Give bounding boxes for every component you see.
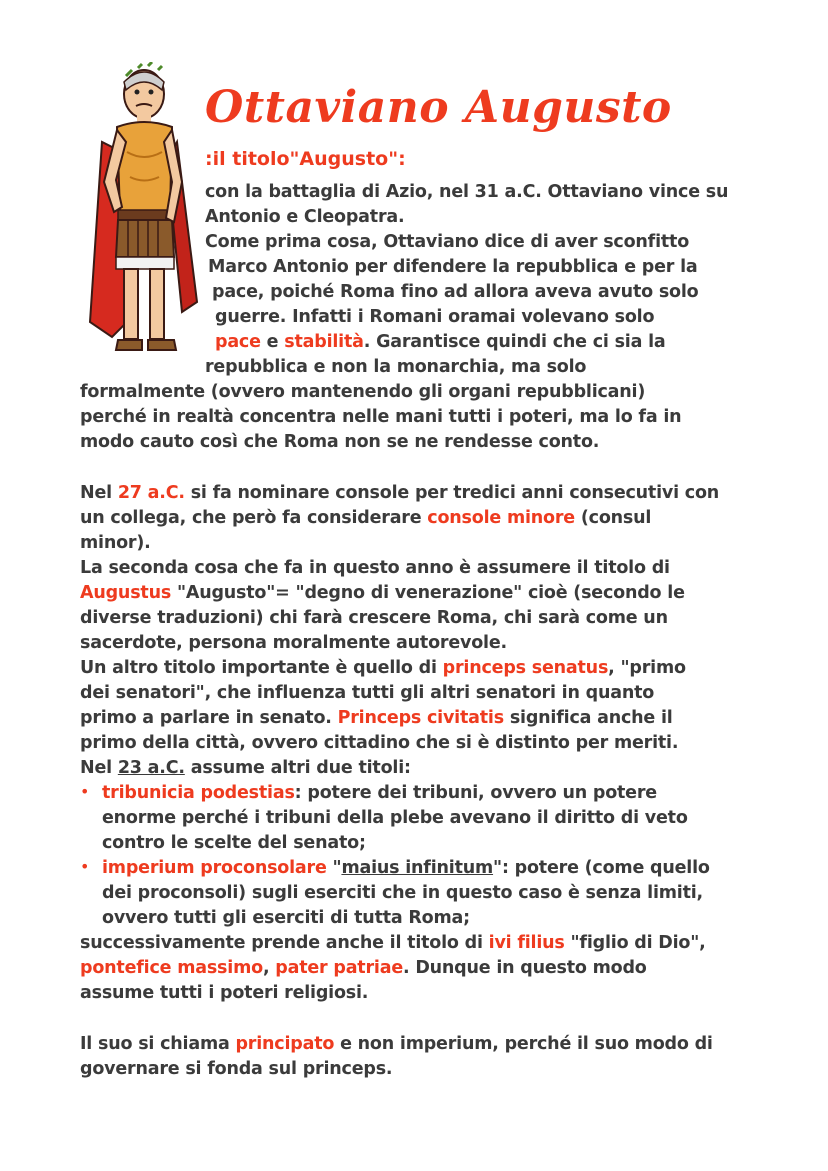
text-run: . Garantisce quindi che ci sia la bbox=[363, 332, 666, 352]
highlight-term: pace bbox=[215, 332, 261, 352]
highlight-term: princeps senatus bbox=[442, 658, 609, 678]
para4-line: governare si fonda sul princeps. bbox=[80, 1059, 393, 1079]
para2-line: dei senatori", che influenza tutti gli altri senatori in quanto bbox=[80, 683, 655, 703]
bullet-marker: • bbox=[80, 857, 90, 876]
text-run: Nel bbox=[80, 483, 118, 503]
text-run: Un altro titolo importante è quello di bbox=[80, 658, 443, 678]
highlight-term: Princeps civitatis bbox=[337, 708, 504, 728]
intro-line: repubblica e non la monarchia, ma solo bbox=[205, 357, 587, 377]
highlight-term: pater patriae bbox=[275, 958, 403, 978]
section-subtitle: :il titolo"Augusto": bbox=[205, 148, 406, 170]
text-run: : potere dei tribuni, ovvero un potere bbox=[294, 783, 657, 803]
bullet-line bbox=[102, 856, 710, 881]
bullet-line bbox=[102, 781, 657, 806]
intro-line bbox=[215, 330, 666, 355]
page-title: Ottaviano Augusto bbox=[205, 82, 672, 133]
para2-line bbox=[80, 506, 651, 531]
text-run: " bbox=[326, 858, 342, 878]
text-run: significa anche il bbox=[503, 708, 673, 728]
para2-line: sacerdote, persona moralmente autorevole. bbox=[80, 633, 507, 653]
text-run: e bbox=[260, 332, 285, 352]
underlined-date: 23 a.C. bbox=[117, 758, 185, 778]
highlight-term: ivi filius bbox=[488, 933, 565, 953]
para2-line bbox=[80, 581, 685, 606]
para2-line bbox=[80, 656, 686, 681]
intro-line: modo cauto così che Roma non se ne rendesse conto. bbox=[80, 432, 600, 452]
text-run: un collega, che però fa considerare bbox=[80, 508, 428, 528]
intro-line: pace, poiché Roma fino ad allora aveva avuto solo bbox=[212, 282, 699, 302]
highlight-term: Augustus bbox=[80, 583, 172, 603]
para2-line: primo della città, ovvero cittadino che si è distinto per meriti. bbox=[80, 733, 679, 753]
text-run: ": potere (come quello bbox=[493, 858, 710, 878]
text-run: e non imperium, perché il suo modo di bbox=[334, 1034, 713, 1054]
intro-line: perché in realtà concentra nelle mani tutti i poteri, ma lo fa in bbox=[80, 407, 682, 427]
para2-line: minor). bbox=[80, 533, 151, 553]
intro-line: con la battaglia di Azio, nel 31 a.C. Ottaviano vince su bbox=[205, 182, 729, 202]
highlight-term: stabilità bbox=[284, 332, 364, 352]
para4-line bbox=[80, 1032, 713, 1057]
underlined-term: maius infinitum bbox=[341, 858, 494, 878]
highlight-term: principato bbox=[235, 1034, 335, 1054]
para2-line bbox=[80, 481, 719, 506]
intro-line: Marco Antonio per difendere la repubblica e per la bbox=[208, 257, 698, 277]
text-run: successivamente prende anche il titolo di bbox=[80, 933, 489, 953]
bullet-line: dei proconsoli) sugli eserciti che in questo caso è senza limiti, bbox=[102, 883, 703, 903]
text-run: , bbox=[262, 958, 276, 978]
text-run: "figlio di Dio", bbox=[564, 933, 706, 953]
highlight-term: 27 a.C. bbox=[117, 483, 185, 503]
text-run: primo a parlare in senato. bbox=[80, 708, 338, 728]
highlight-term: console minore bbox=[427, 508, 575, 528]
para2-line: diverse traduzioni) chi farà crescere Roma, chi sarà come un bbox=[80, 608, 668, 628]
para3-line: assume tutti i poteri religiosi. bbox=[80, 983, 369, 1003]
intro-line: Antonio e Cleopatra. bbox=[205, 207, 405, 227]
text-run: Nel bbox=[80, 758, 118, 778]
para2-line bbox=[80, 756, 411, 781]
bullet-marker: • bbox=[80, 782, 90, 801]
text-run: "Augusto"= "degno di venerazione" cioè (secondo le bbox=[171, 583, 685, 603]
intro-line: Come prima cosa, Ottaviano dice di aver sconfitto bbox=[205, 232, 690, 252]
highlight-term: pontefice massimo bbox=[80, 958, 263, 978]
text-run: si fa nominare console per tredici anni consecutivi con bbox=[184, 483, 720, 503]
bullet-line: ovvero tutti gli eserciti di tutta Roma; bbox=[102, 908, 470, 928]
para3-line bbox=[80, 931, 706, 956]
intro-line: formalmente (ovvero mantenendo gli organi repubblicani) bbox=[80, 382, 646, 402]
para3-line bbox=[80, 956, 647, 981]
text-run: (consul bbox=[574, 508, 652, 528]
roman-emperor-icon bbox=[82, 62, 204, 362]
bullet-line: enorme perché i tribuni della plebe avevano il diritto di veto bbox=[102, 808, 688, 828]
highlight-term: imperium proconsolare bbox=[102, 858, 327, 878]
para2-line: La seconda cosa che fa in questo anno è assumere il titolo di bbox=[80, 558, 670, 578]
para2-line bbox=[80, 706, 673, 731]
text-run: assume altri due titoli: bbox=[184, 758, 411, 778]
text-run: Il suo si chiama bbox=[80, 1034, 236, 1054]
intro-line: guerre. Infatti i Romani oramai volevano solo bbox=[215, 307, 655, 327]
bullet-line: contro le scelte del senato; bbox=[102, 833, 366, 853]
highlight-term: tribunicia podestias bbox=[102, 783, 295, 803]
text-run: . Dunque in questo modo bbox=[402, 958, 647, 978]
text-run: , "primo bbox=[608, 658, 686, 678]
